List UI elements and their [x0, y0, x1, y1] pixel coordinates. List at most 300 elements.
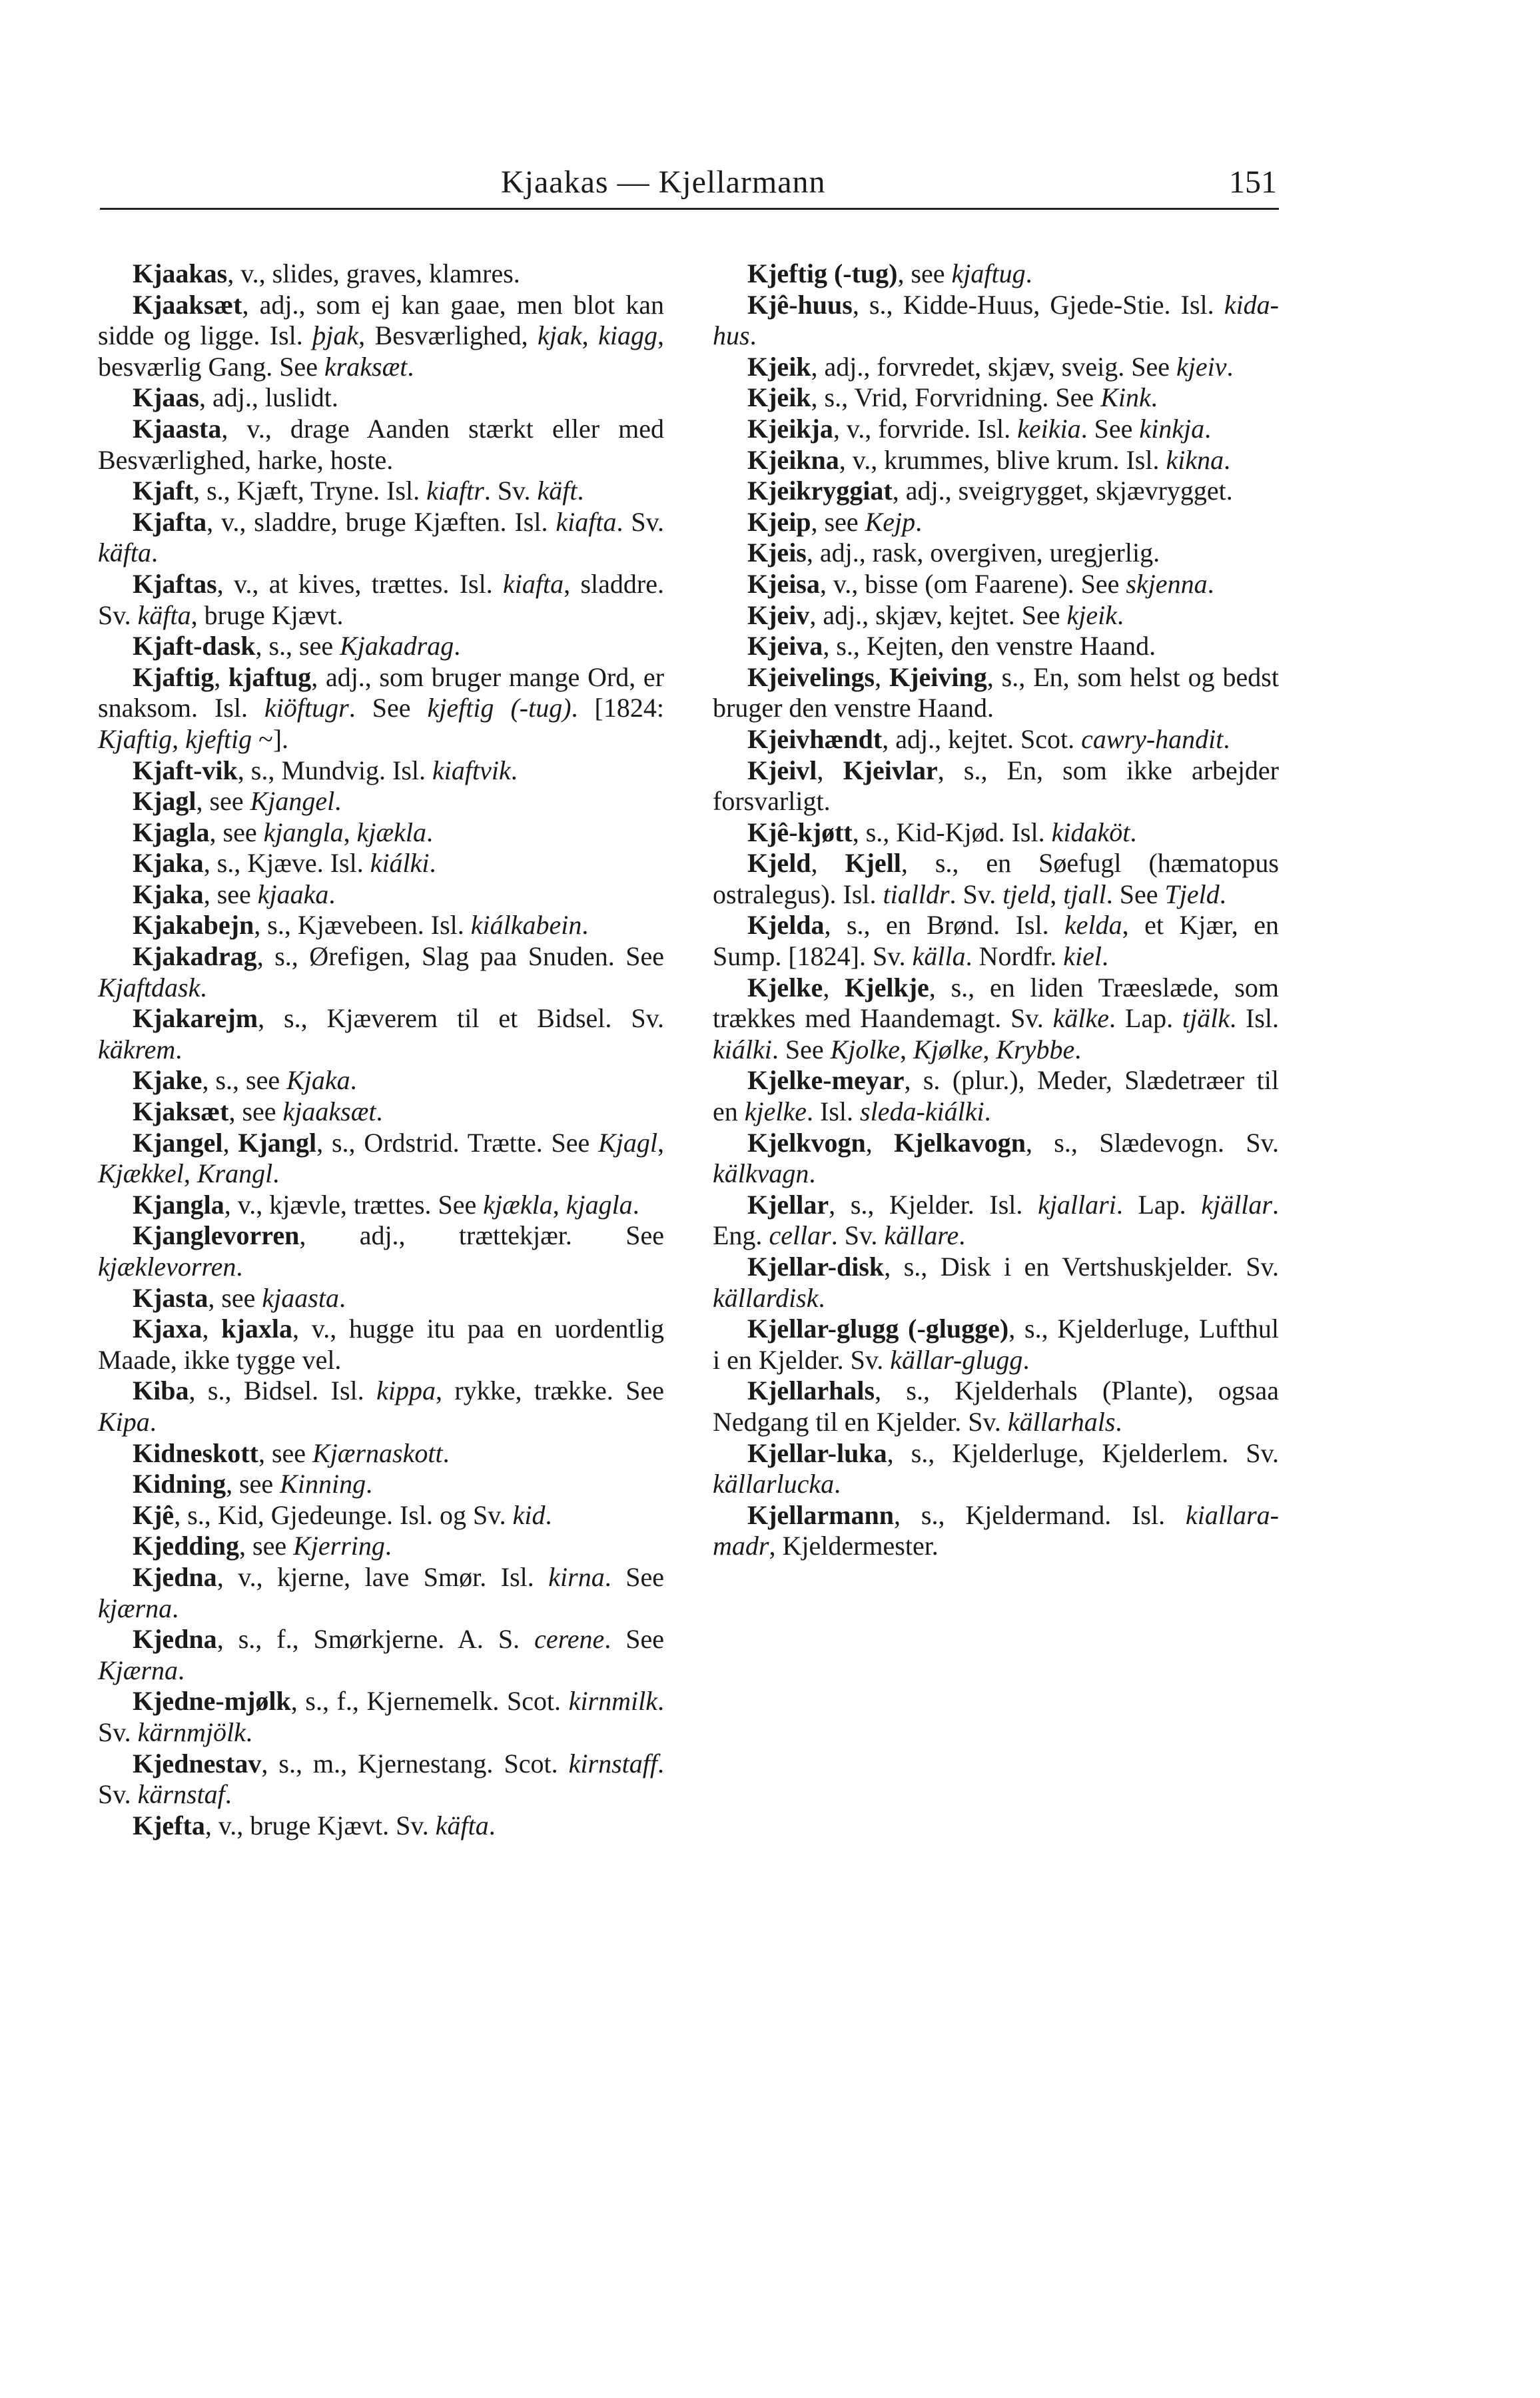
entry-text: , v., at kives, trættes. Isl.	[216, 568, 504, 599]
entry-text: .	[407, 351, 414, 382]
entry-text: . Sv.	[616, 506, 664, 537]
entry-text: ,	[982, 1034, 996, 1064]
dictionary-entry	[713, 1438, 1279, 1500]
entry-text: .	[1074, 1034, 1082, 1064]
entry-italic-term: kippa	[376, 1376, 436, 1406]
dictionary-entry	[713, 662, 1279, 724]
entry-italic-term: Kejp	[865, 506, 916, 537]
entry-text: , adj., sveigrygget, skjævrygget.	[892, 476, 1233, 506]
entry-text: , s., Kjævebeen. Isl.	[254, 910, 471, 941]
entry-text: , adj., som ej kan gaae, men blot kan sidde og ligge. Isl.	[98, 289, 664, 351]
entry-text: .	[1022, 1344, 1030, 1375]
entry-headword: Kjaftig	[133, 661, 214, 692]
entry-text: ,	[900, 1034, 914, 1064]
entry-text: ,	[865, 1127, 895, 1158]
entry-text: .	[1207, 568, 1214, 599]
entry-text: , see	[196, 786, 250, 817]
entry-italic-term: Kjaftig, kjeftig	[98, 723, 252, 754]
entry-text: . See	[1106, 879, 1165, 909]
entry-headword: Kjelkavogn	[894, 1127, 1026, 1158]
dictionary-entry	[98, 1283, 664, 1314]
entry-headword: Kjeivelings	[747, 661, 875, 692]
entry-headword: Kjeiva	[747, 631, 823, 661]
entry-italic-term: kjangla	[263, 817, 344, 847]
entry-text: .	[1130, 817, 1137, 847]
entry-text: ,	[875, 661, 890, 692]
dictionary-entry	[713, 1065, 1279, 1127]
entry-italic-term: kärnstaf	[137, 1779, 225, 1810]
entry-text: , s., Kid-Kjød. Isl.	[852, 817, 1052, 847]
dictionary-entry	[713, 476, 1279, 507]
entry-text: , adj., forvredet, skjæv, sveig. See	[811, 351, 1176, 382]
entry-text: .	[1223, 723, 1230, 754]
entry-italic-term: kinkja	[1139, 413, 1205, 444]
entry-text: , s., Ørefigen, Slag paa Snuden. See	[256, 941, 664, 972]
entry-italic-term: källar-glugg	[890, 1344, 1023, 1375]
entry-text: , s., f., Smørkjerne. A. S.	[216, 1624, 535, 1655]
entry-italic-term: käfta	[137, 600, 191, 630]
entry-italic-term: kjærna	[98, 1593, 173, 1623]
entry-headword: Kjê-huus	[747, 289, 853, 320]
entry-text: .	[1102, 941, 1109, 972]
entry-text: .	[178, 1655, 185, 1685]
entry-italic-term: tialldr	[883, 879, 950, 909]
entry-italic-term: Kjølke	[913, 1034, 983, 1064]
entry-text: .	[172, 1593, 179, 1623]
entry-text: .	[809, 1158, 816, 1189]
entry-text: , s., Kjelderluge, Kjelderlem. Sv.	[887, 1437, 1279, 1468]
entry-italic-term: cellar	[769, 1220, 831, 1251]
entry-italic-term: kjaftug	[951, 258, 1026, 288]
entry-headword: Kjellar-luka	[747, 1437, 887, 1468]
entry-text: , rykke, trække. See	[435, 1376, 664, 1406]
entry-headword: Kjeivl	[747, 755, 817, 785]
entry-italic-term: källarlucka	[713, 1469, 835, 1499]
dictionary-entry	[713, 1500, 1279, 1562]
entry-headword: Kjê	[133, 1499, 175, 1530]
entry-headword: Kjeis	[747, 538, 807, 568]
entry-italic-term: Kjærnaskott	[312, 1437, 443, 1468]
entry-headword: Kjaaksæt	[133, 289, 242, 320]
entry-italic-term: kikna	[1166, 444, 1224, 475]
entry-italic-term: skjenna	[1126, 568, 1208, 599]
dictionary-entry	[713, 507, 1279, 538]
entry-text: , s., see	[202, 1065, 287, 1096]
entry-text: ,	[222, 1127, 238, 1158]
entry-text: ,	[183, 1158, 197, 1189]
entry-text: ,	[581, 320, 599, 351]
entry-italic-term: kjallari	[1038, 1189, 1116, 1220]
entry-headword: Kjeftig (-tug)	[747, 258, 898, 288]
entry-headword: Kjeisa	[747, 568, 820, 599]
entry-italic-term: käfta	[98, 538, 151, 568]
dictionary-entry	[98, 1624, 664, 1686]
entry-headword: Kjeikja	[747, 413, 833, 444]
entry-headword: Kjeiving	[889, 661, 987, 692]
entry-italic-term: kälke	[1052, 1003, 1110, 1034]
entry-italic-term: Tjeld	[1164, 879, 1220, 909]
entry-italic-term: Kjækkel	[98, 1158, 184, 1189]
dictionary-entry	[713, 352, 1279, 383]
entry-headword: Kjagla	[133, 817, 210, 847]
entry-text: , see	[208, 1282, 262, 1313]
dictionary-entry	[98, 786, 664, 817]
dictionary-entry	[98, 910, 664, 941]
entry-italic-term: kjaasta	[262, 1282, 339, 1313]
entry-text: . See	[1080, 413, 1140, 444]
entry-text: .	[749, 320, 757, 351]
entry-headword: Kjelda	[747, 910, 825, 941]
entry-text: ,	[823, 972, 845, 1002]
dictionary-entry	[713, 1190, 1279, 1252]
entry-text: .	[545, 1499, 552, 1530]
entry-italic-term: Kinning	[280, 1469, 366, 1499]
entry-italic-term: kiaftvik	[432, 755, 511, 785]
entry-text: , v., bisse (om Faarene). See	[819, 568, 1126, 599]
entry-text: , s., Bidsel. Isl.	[189, 1376, 377, 1406]
entry-text: .	[454, 631, 461, 661]
dictionary-entry	[713, 817, 1279, 849]
dictionary-entry	[713, 1128, 1279, 1190]
dictionary-entry	[98, 258, 664, 290]
entry-headword: Kjednestav	[133, 1748, 262, 1779]
dictionary-entry	[98, 1096, 664, 1128]
dictionary-entry	[98, 476, 664, 507]
entry-text: , see	[258, 1437, 313, 1468]
entry-text: .	[200, 972, 207, 1002]
entry-headword: Kidning	[133, 1469, 226, 1499]
entry-text: .	[510, 755, 518, 785]
entry-italic-term: cawry-handit	[1081, 723, 1224, 754]
entry-italic-term: Krybbe	[996, 1034, 1075, 1064]
entry-text: ,	[343, 817, 357, 847]
entry-text: .	[915, 506, 923, 537]
entry-italic-term: källarhals	[1007, 1406, 1116, 1437]
entry-italic-term: kjeftig (-tug)	[427, 693, 572, 723]
entry-headword: Kjedna	[133, 1561, 217, 1592]
entry-text: , v., bruge Kjævt. Sv.	[204, 1810, 436, 1840]
entry-text: , s., Ordstrid. Trætte. See	[316, 1127, 599, 1158]
entry-text: , adj., skjæv, kejtet. See	[809, 600, 1067, 630]
entry-italic-term: kjækla	[356, 817, 427, 847]
entry-headword: Kjaft-dask	[133, 631, 256, 661]
entry-text: . Sv.	[484, 476, 538, 506]
entry-italic-term: sleda-kiálki	[860, 1096, 984, 1127]
entry-italic-term: kiálki	[370, 848, 430, 879]
dictionary-entry	[98, 1749, 664, 1810]
dictionary-entry	[713, 1376, 1279, 1437]
entry-headword: Kidneskott	[133, 1437, 258, 1468]
entry-text: .	[151, 538, 158, 568]
dictionary-entry	[98, 1065, 664, 1096]
entry-text: .	[959, 1220, 966, 1251]
entry-headword: Kjedna	[133, 1624, 217, 1655]
entry-italic-term: tjälk	[1182, 1003, 1230, 1034]
entry-italic-term: källare	[884, 1220, 959, 1251]
entry-italic-term: kjækla	[483, 1189, 553, 1220]
entry-text: , s., en Brønd. Isl.	[824, 910, 1065, 941]
entry-headword: Kjaka	[133, 879, 204, 909]
entry-headword: Kjellar-glugg (-glugge)	[747, 1314, 1009, 1344]
entry-text: , s., Slædevogn. Sv.	[1025, 1127, 1280, 1158]
entry-italic-term: käfta	[435, 1810, 489, 1840]
entry-text: , v., kjævle, trættes. See	[224, 1189, 484, 1220]
entry-text: .	[488, 1810, 496, 1840]
dictionary-entry	[713, 290, 1279, 352]
dictionary-entry	[98, 879, 664, 911]
running-head	[0, 157, 1540, 210]
entry-italic-term: kjällar	[1201, 1189, 1272, 1220]
entry-text: , s., Kjæverem til et Bidsel. Sv.	[258, 1003, 664, 1034]
entry-text: .	[384, 1531, 392, 1561]
entry-text: .	[334, 786, 342, 817]
entry-italic-term: käkrem	[98, 1034, 176, 1064]
entry-headword: Kjangel	[133, 1127, 223, 1158]
entry-headword: Kjeik	[747, 382, 811, 413]
entry-text: .	[442, 1437, 450, 1468]
entry-text: , s., en Søefugl (hæmatopus ostralegus). Isl.	[713, 848, 1279, 909]
entry-headword: Kjaft-vik	[133, 755, 238, 785]
entry-italic-term: käft	[537, 476, 578, 506]
entry-text: .	[338, 1282, 346, 1313]
entry-headword: Kjellar-disk	[747, 1252, 885, 1282]
entry-italic-term: kiafta	[503, 568, 564, 599]
entry-italic-term: Kipa	[98, 1406, 150, 1437]
dictionary-entry	[98, 1220, 664, 1282]
entry-headword: Kjeikryggiat	[747, 476, 893, 506]
entry-text: .	[1025, 258, 1032, 288]
dictionary-entry	[713, 600, 1279, 631]
entry-text: .	[224, 1779, 232, 1810]
entry-text: . Sv.	[98, 1748, 664, 1810]
entry-italic-term: kiálkabein	[470, 910, 582, 941]
entry-italic-term: keikia	[1017, 413, 1081, 444]
dictionary-entry	[98, 1314, 664, 1376]
entry-text: .	[984, 1096, 991, 1127]
entry-text: , s., Disk i en Vertshuskjelder. Sv.	[884, 1252, 1279, 1282]
entry-italic-term: kjaaksæt	[282, 1096, 376, 1127]
entry-headword: Kjaas	[133, 382, 199, 413]
entry-italic-term: Kjakadrag	[340, 631, 454, 661]
entry-italic-term: källa	[912, 941, 966, 972]
dictionary-entry	[713, 258, 1279, 290]
entry-text: , s., Vrid, Forvridning. See	[811, 382, 1101, 413]
entry-text: , bruge Kjævt.	[191, 600, 344, 630]
dictionary-entry	[713, 538, 1279, 569]
entry-headword: Kjellarmann	[747, 1499, 894, 1530]
entry-text: . Eng.	[713, 1189, 1279, 1251]
entry-italic-term: kjaaka	[257, 879, 329, 909]
entry-text: . Isl.	[807, 1096, 861, 1127]
entry-text: , v., drage Aanden stærkt eller med Besværlighed, harke, hoste.	[98, 413, 664, 475]
entry-text: . Lap.	[1116, 1189, 1202, 1220]
entry-text: .	[818, 1282, 825, 1313]
dictionary-entry	[98, 569, 664, 631]
entry-text: ,	[657, 1127, 664, 1158]
entry-headword: Kjangla	[133, 1189, 224, 1220]
entry-headword: Kjell	[845, 848, 901, 879]
entry-headword: Kiba	[133, 1376, 189, 1406]
entry-text: , see	[203, 879, 258, 909]
entry-italic-term: kjagla	[566, 1189, 633, 1220]
dictionary-entry	[98, 1500, 664, 1531]
entry-text: , see	[209, 817, 264, 847]
entry-text: , see	[226, 1469, 280, 1499]
dictionary-entry	[713, 848, 1279, 910]
dictionary-entry	[713, 631, 1279, 662]
entry-headword: Kjanglevorren	[133, 1220, 300, 1251]
entry-text: . See	[771, 1034, 831, 1064]
entry-italic-term: þjak	[312, 320, 359, 351]
entry-text: .	[426, 817, 434, 847]
entry-text: , see	[811, 506, 865, 537]
entry-italic-term: kiel	[1063, 941, 1102, 972]
entry-text: .	[1224, 444, 1231, 475]
entry-headword: Kjasta	[133, 1282, 208, 1313]
entry-headword: Kjeikna	[747, 444, 839, 475]
entry-text: . [1824:	[571, 693, 664, 723]
entry-italic-term: kid	[512, 1499, 546, 1530]
entry-italic-term: Kjangel	[250, 786, 335, 817]
entry-italic-term: kirnmilk	[568, 1686, 657, 1717]
entry-headword: Kjeiv	[747, 600, 810, 630]
entry-headword: Kjeld	[747, 848, 811, 879]
dictionary-entry	[98, 414, 664, 476]
entry-text: , s., Kjæve. Isl.	[203, 848, 370, 879]
dictionary-entry	[713, 569, 1279, 600]
entry-headword: Kjangl	[238, 1127, 317, 1158]
entry-text: .	[1117, 600, 1124, 630]
entry-headword: kjaftug	[228, 661, 312, 692]
entry-italic-term: Kjaftdask	[98, 972, 200, 1002]
running-head-title: Kjaakas — Kjellarmann	[501, 165, 826, 200]
entry-text: , s., Mundvig. Isl.	[237, 755, 433, 785]
entry-text: ,	[811, 848, 845, 879]
entry-italic-term: kiafta	[556, 506, 617, 537]
entry-italic-term: kjak	[538, 320, 582, 351]
entry-text: . Sv.	[98, 1686, 664, 1747]
dictionary-entry	[98, 1469, 664, 1500]
entry-headword: Kjefta	[133, 1810, 205, 1840]
entry-text: .	[834, 1469, 841, 1499]
dictionary-entry	[98, 1376, 664, 1437]
dictionary-entry	[98, 1438, 664, 1469]
entry-text: , see	[228, 1096, 283, 1127]
entry-text: .	[236, 1252, 243, 1282]
entry-headword: Kjaksæt	[133, 1096, 229, 1127]
entry-italic-term: cerene	[534, 1624, 605, 1655]
entry-text: , s., Kjelder. Isl.	[829, 1189, 1038, 1220]
left-column	[98, 258, 664, 1841]
dictionary-entry	[98, 1190, 664, 1221]
dictionary-entry	[98, 662, 664, 755]
entry-italic-term: Kjolke	[830, 1034, 901, 1064]
entry-headword: Kjagl	[133, 786, 196, 817]
entry-italic-term: kiallara-madr	[713, 1499, 1279, 1561]
entry-text: , s., Kjeldermand. Isl.	[893, 1499, 1186, 1530]
dictionary-entry	[98, 941, 664, 1003]
entry-text: , sladdre. Sv.	[98, 568, 664, 630]
entry-text: , s., en liden Træeslæde, som trækkes med Haandemagt. Sv.	[713, 972, 1280, 1034]
entry-text: , s., m., Kjernestang. Scot.	[261, 1748, 569, 1779]
entry-text: , see	[239, 1531, 294, 1561]
entry-headword: Kjeip	[747, 506, 811, 537]
entry-italic-term: kälkvagn	[713, 1158, 809, 1189]
entry-text: .	[1226, 351, 1234, 382]
entry-text: , s., Kejten, den venstre Haand.	[823, 631, 1156, 661]
entry-headword: Kjelkje	[845, 972, 929, 1002]
entry-headword: Kjelke	[747, 972, 823, 1002]
entry-text: ,	[817, 755, 843, 785]
dictionary-entry	[98, 382, 664, 414]
entry-text: .	[328, 879, 336, 909]
entry-italic-term: kjeik	[1066, 600, 1118, 630]
entry-text: .	[175, 1034, 183, 1064]
entry-text: .	[350, 1065, 357, 1096]
entry-headword: kjaxla	[221, 1314, 292, 1344]
entry-text: , v., kjerne, lave Smør. Isl.	[216, 1561, 549, 1592]
entry-text: , v., krummes, blive krum. Isl.	[839, 444, 1166, 475]
entry-italic-term: Kjagl	[598, 1127, 657, 1158]
entry-italic-term: kida-hus	[713, 289, 1279, 351]
entry-text: , see	[897, 258, 952, 288]
entry-text: , s., En, som ikke arbejder forsvarligt.	[713, 755, 1279, 817]
entry-headword: Kjaxa	[133, 1314, 202, 1344]
entry-italic-term: tjeld	[1002, 879, 1050, 909]
dictionary-entry	[98, 817, 664, 849]
dictionary-entry	[713, 973, 1279, 1066]
entry-headword: Kjellarhals	[747, 1376, 875, 1406]
dictionary-entry	[713, 445, 1279, 476]
dictionary-entry	[713, 1314, 1279, 1376]
entry-italic-term: kjeiv	[1176, 351, 1227, 382]
entry-text: , et Kjær, en Sump. [1824]. Sv.	[713, 910, 1279, 972]
entry-text: . Lap.	[1109, 1003, 1183, 1034]
entry-italic-term: källardisk	[713, 1282, 819, 1313]
entry-headword: Kjakarejm	[133, 1003, 258, 1034]
dictionary-entry	[98, 1531, 664, 1562]
entry-italic-term: tjall	[1063, 879, 1106, 909]
entry-text: .	[149, 1406, 157, 1437]
entry-text: .	[632, 1189, 639, 1220]
entry-italic-term: kjelke	[744, 1096, 807, 1127]
entry-text: . Nordfr.	[965, 941, 1064, 972]
entry-italic-term: Kjerring	[293, 1531, 385, 1561]
entry-text: . Sv.	[831, 1220, 885, 1251]
dictionary-entry	[713, 414, 1279, 445]
dictionary-entry	[98, 1686, 664, 1748]
entry-text: , s., see	[255, 631, 340, 661]
entry-italic-term: kjæklevorren	[98, 1252, 236, 1282]
entry-italic-term: kelda	[1064, 910, 1122, 941]
dictionary-entry	[98, 848, 664, 879]
entry-text: , s., f., Kjernemelk. Scot.	[290, 1686, 569, 1717]
entry-headword: Kjedne-mjølk	[133, 1686, 291, 1717]
entry-text: .	[1204, 413, 1212, 444]
dictionary-entry	[713, 910, 1279, 972]
entry-headword: Kjaakas	[133, 258, 228, 288]
entry-text: , s., Kidde-Huus, Gjede-Stie. Isl.	[852, 289, 1224, 320]
dictionary-entry	[98, 631, 664, 662]
page-number: 151	[1229, 165, 1277, 200]
entry-text: , adj., trættekjær. See	[299, 1220, 664, 1251]
entry-text: .	[376, 1096, 383, 1127]
entry-headword: Kjelkvogn	[747, 1127, 866, 1158]
entry-text: , v., forvride. Isl.	[833, 413, 1018, 444]
entry-italic-term: kiöftugr	[264, 693, 349, 723]
entry-italic-term: kärnmjölk	[137, 1717, 246, 1747]
entry-headword: Kjedding	[133, 1531, 240, 1561]
